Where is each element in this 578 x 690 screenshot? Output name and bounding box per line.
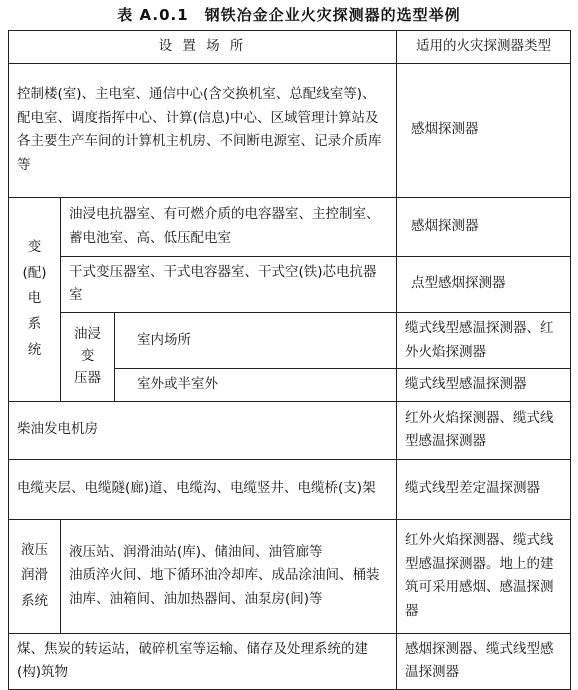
detector-cell: 缆式线型感温探测器、红外火焰探测器 (397, 312, 571, 368)
table-row (9, 519, 571, 633)
header-place: 设 置 场 所 (9, 31, 397, 64)
place-cell (61, 519, 397, 633)
place-cell: 控制楼(室)、主电室、通信中心(含交换机室、总配线室等)、配电室、调度指挥中心、计算(信息)中心、区域管理计算站及各主要生产车间的计算机主机房、不间断电源室、记录介质库等 (9, 63, 397, 197)
table-row (9, 63, 571, 197)
table-row (9, 312, 571, 368)
detector-cell: 感烟探测器、缆式线型感温探测器 (397, 633, 571, 689)
place-cell: 柴油发电机房 (9, 401, 397, 459)
detector-cell: 感烟探测器 (397, 63, 571, 197)
detector-selection-table (8, 30, 571, 690)
place-cell: 油浸电抗器室、有可燃介质的电容器室、主控制室、蓄电池室、高、低压配电室 (61, 197, 397, 256)
place-cell: 室外或半室外 (115, 369, 397, 402)
place-line: 油质淬火间、地下循环油冷却库、成品涂油间、桶装油库、油箱间、油加热器间、油泵房(间)等 (69, 567, 380, 608)
detector-cell: 缆式线型差定温探测器 (397, 459, 571, 519)
place-line: 液压站、润滑油站(库)、储油间、油管廊等 (69, 543, 323, 560)
detector-cell: 感烟探测器 (397, 197, 571, 256)
detector-cell: 点型感烟探测器 (397, 256, 571, 312)
table-title: 表 A.0.1 钢铁冶金企业火灾探测器的选型举例 (117, 6, 461, 24)
place-cell: 电缆夹层、电缆隧(廊)道、电缆沟、电缆竖井、电缆桥(支)架 (9, 459, 397, 519)
oil-transformer-label: 油浸变 压器 (61, 312, 115, 401)
place-cell: 室内场所 (115, 312, 397, 368)
table-header-row (9, 31, 571, 64)
table-row (9, 633, 571, 689)
detector-cell: 缆式线型感温探测器 (397, 369, 571, 402)
table-row (9, 256, 571, 312)
table-row (9, 401, 571, 459)
header-detector: 适用的火灾探测器类型 (397, 31, 571, 64)
detector-cell: 红外火焰探测器、缆式线型感温探测器。地上的建筑可采用感烟、感温探测器 (397, 519, 571, 633)
place-cell: 煤、焦炭的转运站，破碎机室等运输、储存及处理系统的建(构)筑物 (9, 633, 397, 689)
table-row (9, 459, 571, 519)
hydraulic-group-label: 液压 润滑 系统 (9, 519, 61, 633)
table-row (9, 197, 571, 256)
place-cell: 干式变压器室、干式电容器室、干式空(铁)芯电抗器室 (61, 256, 397, 312)
detector-cell: 红外火焰探测器、缆式线型感温探测器 (397, 401, 571, 459)
substation-group-label: 变 (配) 电 系 统 (9, 197, 61, 401)
